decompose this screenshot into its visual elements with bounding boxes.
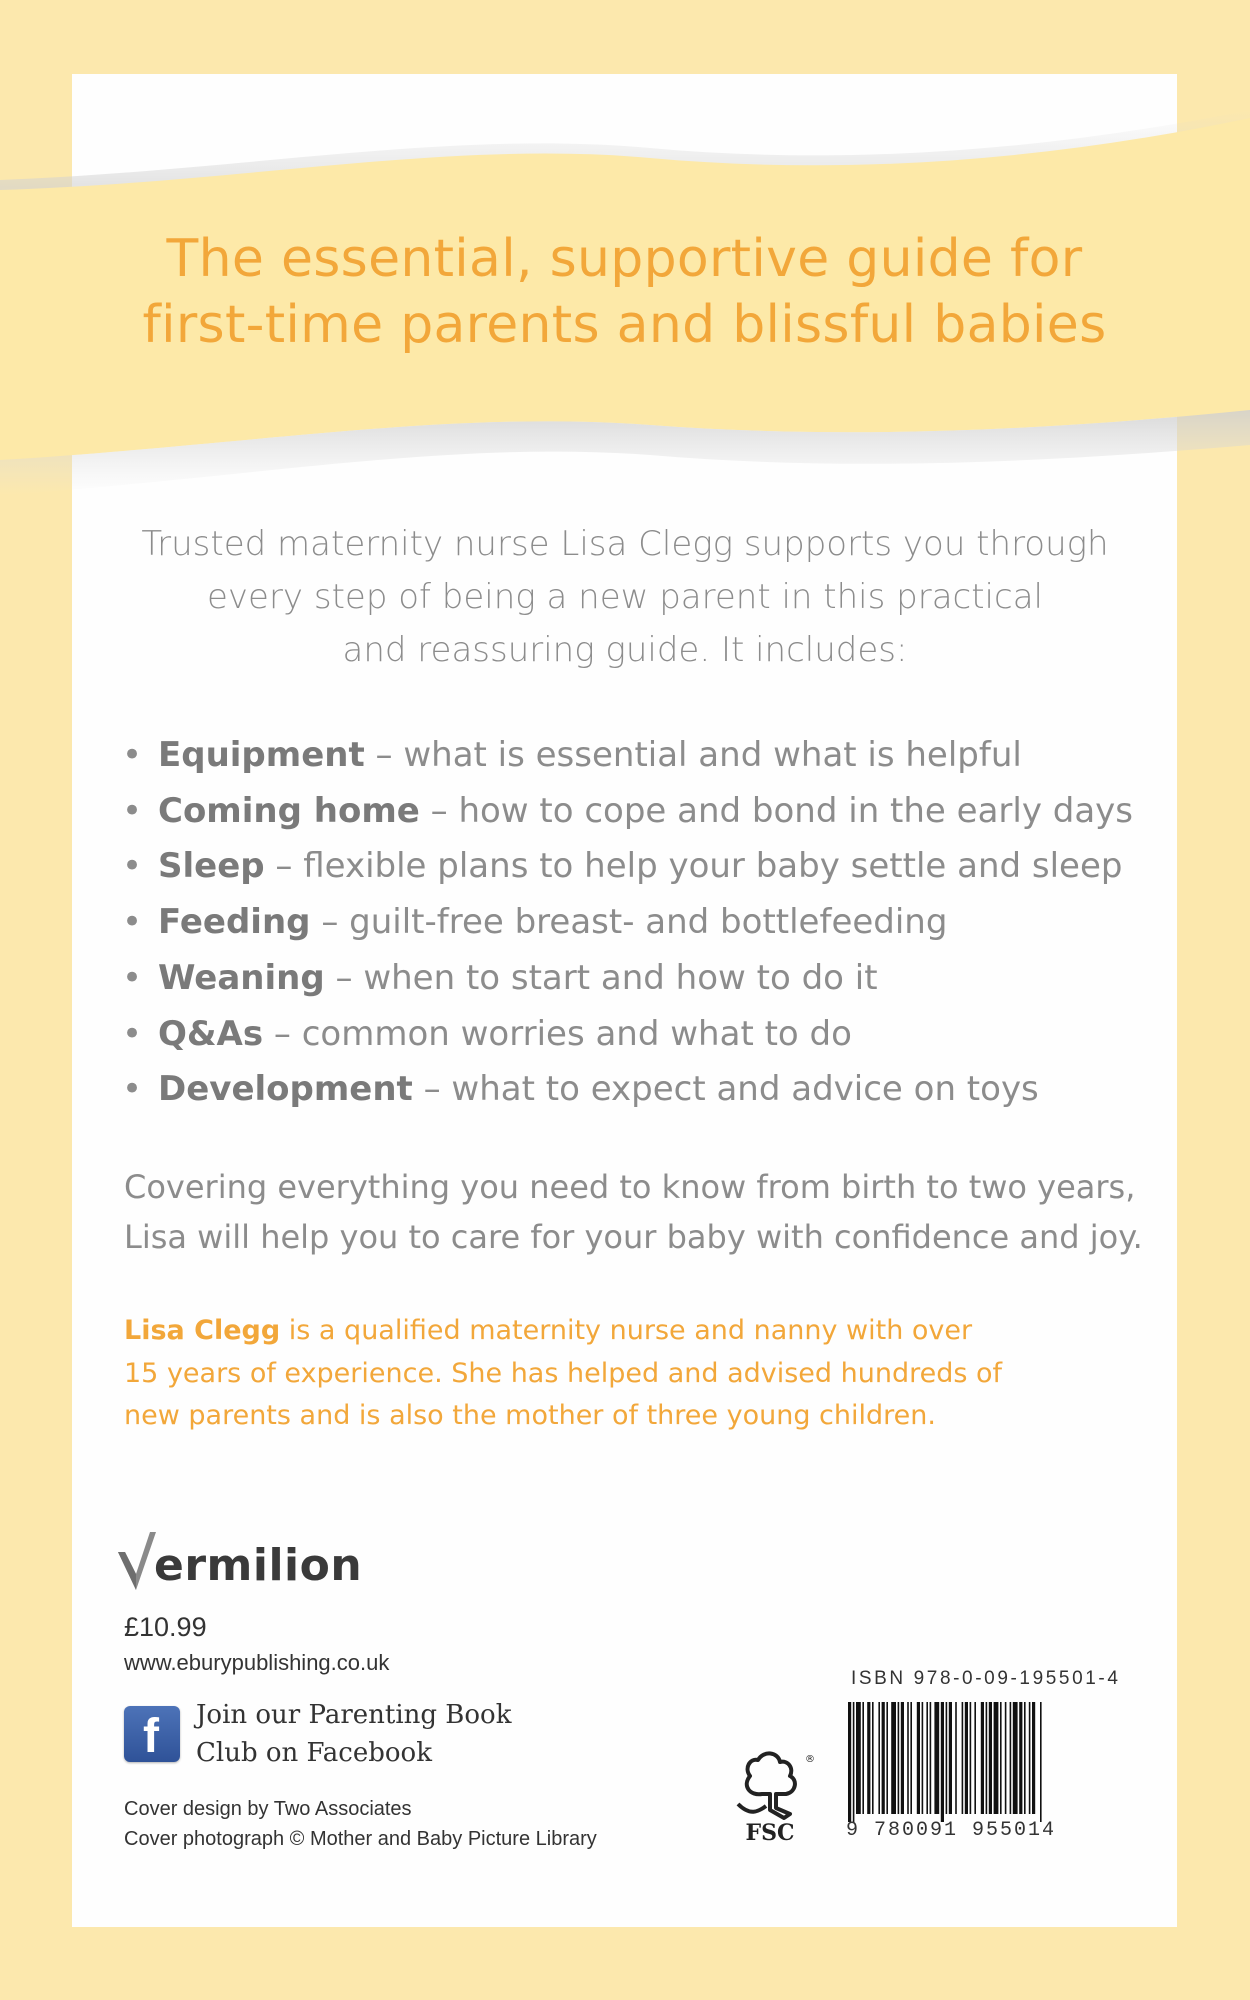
barcode-bar — [1000, 1702, 1002, 1814]
closing-line: Lisa will help you to care for your baby with confidence and joy. — [124, 1218, 1143, 1256]
barcode-bar — [886, 1702, 888, 1814]
intro-line: Trusted maternity nurse Lisa Clegg supports you through — [141, 524, 1109, 564]
intro-line: every step of being a new parent in this practical — [207, 577, 1043, 617]
vermilion-v-icon — [116, 1530, 158, 1592]
feature-description: – what to expect and advice on toys — [412, 1069, 1039, 1110]
author-name: Lisa Clegg — [124, 1315, 281, 1346]
facebook-line: Club on Facebook — [196, 1738, 432, 1768]
facebook-glyph: f — [143, 1710, 159, 1763]
barcode-bar — [872, 1702, 874, 1814]
bullet-icon: • — [122, 1069, 143, 1110]
feature-description: – flexible plans to help your baby settle and sleep — [264, 846, 1123, 887]
barcode-bar — [878, 1702, 880, 1814]
feature-term: Feeding — [158, 902, 311, 943]
feature-description: – guilt-free breast- and bottlefeeding — [310, 902, 948, 943]
barcode-bar — [1019, 1702, 1022, 1814]
bio-line — [124, 1310, 1084, 1353]
list-item — [122, 951, 1172, 1007]
feature-term: Development — [158, 1069, 413, 1110]
credit-line: Cover design by Two Associates — [124, 1798, 412, 1820]
headline-line: The essential, supportive guide for — [166, 229, 1083, 289]
intro-paragraph — [120, 518, 1130, 677]
feature-list — [122, 728, 1172, 1118]
barcode-bar — [891, 1702, 896, 1814]
barcode-bar — [994, 1702, 999, 1814]
barcode-bar — [1040, 1702, 1042, 1822]
barcode-bar — [862, 1702, 864, 1814]
barcode-bar — [965, 1702, 968, 1814]
barcode-bar — [901, 1702, 904, 1814]
barcode-bar — [949, 1702, 952, 1814]
publisher-name: ermilion — [154, 1540, 363, 1591]
fsc-label: FSC — [745, 1820, 795, 1846]
vermilion-logo — [116, 1522, 362, 1592]
barcode-bar — [853, 1702, 855, 1822]
barcode-bar — [926, 1702, 928, 1814]
barcode-bar — [1010, 1702, 1012, 1814]
feature-term: Weaning — [158, 957, 325, 998]
barcode-bar — [970, 1702, 972, 1814]
feature-term: Coming home — [158, 790, 420, 831]
bullet-icon: • — [122, 846, 143, 887]
list-item — [122, 895, 1172, 951]
credit-line: Cover photograph © Mother and Baby Picture Library — [124, 1828, 597, 1850]
facebook-line: Join our Parenting Book — [196, 1700, 512, 1730]
barcode-bar — [981, 1702, 984, 1814]
barcode-bar — [907, 1702, 909, 1814]
barcode-bar — [955, 1702, 957, 1814]
barcode-bar — [986, 1702, 988, 1814]
facebook-icon[interactable] — [124, 1706, 180, 1762]
barcode-bar — [941, 1702, 944, 1822]
publisher-website[interactable]: www.eburypublishing.co.uk — [124, 1650, 390, 1675]
fsc-logo-icon — [728, 1746, 815, 1846]
list-item — [122, 1062, 1172, 1118]
closing-line: Covering everything you need to know from birth to two years, — [124, 1168, 1136, 1206]
barcode-bar — [848, 1702, 851, 1822]
barcode-bar — [934, 1702, 939, 1814]
feature-description: – when to start and how to do it — [324, 957, 878, 998]
headline-line: first-time parents and blissful babies — [142, 295, 1107, 355]
feature-term: Equipment — [158, 735, 365, 775]
barcode-bar — [922, 1702, 924, 1814]
feature-description: – how to cope and bond in the early days — [419, 790, 1134, 831]
bio-text: is a qualified maternity nurse and nanny with over — [280, 1315, 973, 1346]
intro-line: and reassuring guide. It includes: — [342, 630, 908, 670]
bullet-icon: • — [122, 735, 143, 775]
bullet-icon: • — [122, 957, 143, 998]
feature-term: Sleep — [158, 846, 265, 887]
barcode-bar — [898, 1702, 900, 1814]
bio-line: new parents and is also the mother of three young children. — [124, 1400, 936, 1431]
price: £10.99 — [124, 1612, 207, 1642]
feature-term: Q&As — [158, 1013, 264, 1054]
bullet-icon: • — [122, 790, 143, 831]
bio-line: 15 years of experience. She has helped and advised hundreds of — [124, 1357, 1003, 1389]
list-item — [122, 728, 1172, 784]
barcode-bar — [930, 1702, 932, 1814]
barcode-bar — [962, 1702, 964, 1814]
headline — [72, 226, 1177, 358]
list-item — [122, 1007, 1172, 1063]
fsc-registered-mark: ® — [805, 1754, 815, 1765]
feature-description: – common worries and what to do — [263, 1013, 852, 1054]
barcode-bar — [1024, 1702, 1026, 1814]
barcode-bar — [917, 1702, 920, 1814]
barcode — [840, 1702, 1108, 1822]
closing-paragraph — [124, 1162, 1164, 1262]
barcode-bar — [882, 1702, 885, 1814]
facebook-club-text — [196, 1696, 516, 1772]
barcode-bar — [974, 1702, 976, 1814]
cover-credits — [124, 1794, 597, 1854]
barcode-bar — [1013, 1702, 1018, 1814]
author-bio — [124, 1310, 1084, 1438]
feature-description: – what is essential and what is helpful — [364, 735, 1022, 775]
barcode-bar — [1005, 1702, 1007, 1814]
barcode-digits: 9 780091 955014 — [846, 1819, 1057, 1842]
barcode-bar — [946, 1702, 948, 1814]
list-item — [122, 839, 1172, 895]
barcode-bar — [910, 1702, 912, 1814]
barcode-bar — [1032, 1702, 1035, 1814]
barcode-bar — [856, 1702, 861, 1814]
barcode-bar — [989, 1702, 992, 1814]
list-item — [122, 784, 1172, 840]
barcode-bar — [1029, 1702, 1031, 1814]
barcode-bar — [867, 1702, 870, 1814]
isbn-label: ISBN 978-0-09-195501-4 — [851, 1668, 1121, 1689]
bullet-icon: • — [122, 1013, 143, 1054]
bullet-icon: • — [122, 902, 143, 943]
